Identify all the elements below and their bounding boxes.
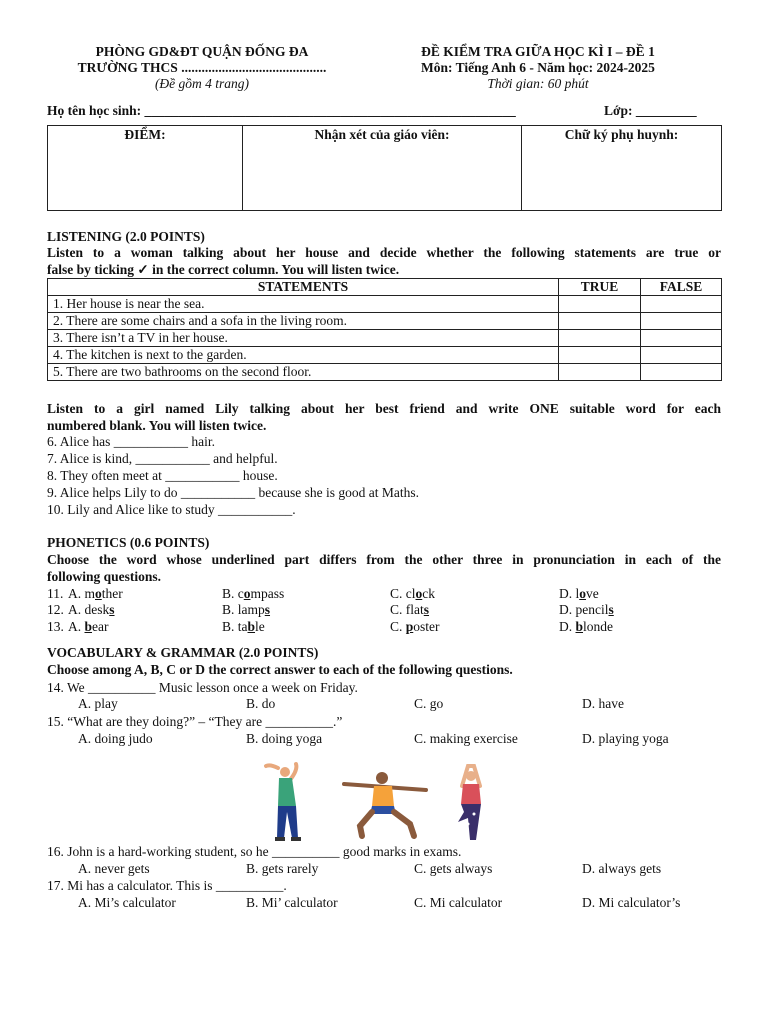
q14-option-a[interactable]: A. play [78,696,118,711]
page-count-note: (Đề gồm 4 trang) [154,76,250,91]
col-true: TRUE [559,279,641,296]
q17-option-b[interactable]: B. Mi’ calculator [246,895,338,910]
table-row [48,364,722,381]
table-row [48,330,722,347]
option-c[interactable]: C. clock [390,586,435,601]
statement-text: 4. The kitchen is next to the garden. [48,347,559,364]
question-number: 11. [47,586,64,601]
vocab-instruction: Choose among A, B, C or D the correct answer to each of the following questions. [47,662,513,677]
true-cell[interactable] [559,347,641,364]
q15-option-b[interactable]: B. doing yoga [246,731,323,746]
question-14: 14. We __________ Music lesson once a week on Friday. [47,680,358,695]
false-cell[interactable] [641,347,722,364]
student-name-label: Họ tên học sinh: [47,103,145,118]
true-cell[interactable] [559,296,641,313]
gap-question-7[interactable]: 7. Alice is kind, ___________ and helpful. [47,451,278,466]
exam-title: ĐỀ KIỂM TRA GIỮA HỌC KÌ I – ĐỀ 1 [421,44,655,59]
gap-question-10[interactable]: 10. Lily and Alice like to study ___________. [47,502,296,517]
q16-option-c[interactable]: C. gets always [414,861,493,876]
option-b[interactable]: B. lamps [222,602,271,617]
table-header-row [48,279,722,296]
option-b[interactable]: B. table [222,619,265,634]
true-cell[interactable] [559,364,641,381]
header-right [388,44,688,92]
option-d[interactable]: D. blonde [559,619,614,634]
false-cell[interactable] [641,313,722,330]
gap-question-6[interactable]: 6. Alice has ___________ hair. [47,434,215,449]
question-17: 17. Mi has a calculator. This is __________. [47,878,287,893]
col-false: FALSE [641,279,722,296]
header-left [46,44,358,92]
q17-option-c[interactable]: C. Mi calculator [414,895,503,910]
q17-option-d[interactable]: D. Mi calculator’s [582,895,681,910]
student-info-line [47,102,721,119]
gap-question-9[interactable]: 9. Alice helps Lily to do ___________ because she is good at Maths. [47,485,419,500]
table-row [48,347,722,364]
exam-duration: Thời gian: 60 phút [487,76,589,91]
class-label: Lớp: [604,103,636,118]
statement-text: 1. Her house is near the sea. [48,296,559,313]
true-cell[interactable] [559,313,641,330]
listening-instruction-1b: false by ticking ✓ in the correct column. You will listen twice. [47,262,400,277]
statement-text: 3. There isn’t a TV in her house. [48,330,559,347]
question-15: 15. “What are they doing?” – “They are __________.” [47,714,343,729]
false-cell[interactable] [641,296,722,313]
q16-option-d[interactable]: D. always gets [582,861,662,876]
q14-option-b[interactable]: B. do [246,696,276,711]
q16-option-b[interactable]: B. gets rarely [246,861,319,876]
option-a[interactable]: A. mother [68,586,123,601]
false-cell[interactable] [641,364,722,381]
subject-year: Môn: Tiếng Anh 6 - Năm học: 2024-2025 [421,60,655,75]
yoga-person-warrior-illustration [340,770,430,840]
statement-text: 5. There are two bathrooms on the second floor. [48,364,559,381]
listening-instruction-1a: Listen to a woman talking about her house and decide whether the following statements are true or [47,245,721,260]
q14-option-c[interactable]: C. go [414,696,444,711]
q14-option-d[interactable]: D. have [582,696,624,711]
listening-title: LISTENING (2.0 POINTS) [47,229,205,244]
q17-option-a[interactable]: A. Mi’s calculator [78,895,176,910]
score-cell[interactable]: ĐIỂM: [48,126,243,211]
false-cell[interactable] [641,330,722,347]
student-name-blank[interactable]: _______________________________________________________ [144,103,516,118]
question-number: 13. [47,619,64,634]
option-c[interactable]: C. poster [390,619,440,634]
q15-option-c[interactable]: C. making exercise [414,731,518,746]
gap-question-8[interactable]: 8. They often meet at ___________ house. [47,468,278,483]
table-row [48,313,722,330]
listening-instruction-2a: Listen to a girl named Lily talking about her best friend and write ONE suitable word for each [47,401,721,416]
true-cell[interactable] [559,330,641,347]
q15-option-a[interactable]: A. doing judo [78,731,153,746]
phonetics-instruction-b: following questions. [47,569,162,584]
vocab-title: VOCABULARY & GRAMMAR (2.0 POINTS) [47,645,319,660]
listening-instruction-2b: numbered blank. You will listen twice. [47,418,267,433]
q15-option-d[interactable]: D. playing yoga [582,731,669,746]
q16-option-a[interactable]: A. never gets [78,861,150,876]
question-16: 16. John is a hard-working student, so he __________ good marks in exams. [47,844,462,859]
class-blank[interactable]: _________ [635,103,697,118]
option-b[interactable]: B. compass [222,586,285,601]
option-a[interactable]: A. bear [68,619,109,634]
yoga-person-tree-pose-illustration [446,762,496,842]
score-box [47,125,722,211]
option-d[interactable]: D. love [559,586,599,601]
phonetics-instruction-a: Choose the word whose underlined part differs from the other three in pronunciation in each of the [47,552,721,567]
school-name: TRƯỜNG THCS ........................................... [77,60,327,75]
statement-text: 2. There are some chairs and a sofa in the living room. [48,313,559,330]
col-statements: STATEMENTS [48,279,559,296]
yoga-person-stretch-illustration [256,760,316,842]
option-d[interactable]: D. pencils [559,602,614,617]
teacher-comment-cell[interactable]: Nhận xét của giáo viên: [243,126,522,211]
question-number: 12. [47,602,64,617]
true-false-table [47,278,722,381]
department-name: PHÒNG GD&ĐT QUẬN ĐỐNG ĐA [95,44,309,59]
phonetics-title: PHONETICS (0.6 POINTS) [47,535,210,550]
parent-signature-cell[interactable]: Chữ ký phụ huynh: [522,126,722,211]
option-a[interactable]: A. desks [68,602,115,617]
option-c[interactable]: C. flats [390,602,430,617]
table-row [48,296,722,313]
